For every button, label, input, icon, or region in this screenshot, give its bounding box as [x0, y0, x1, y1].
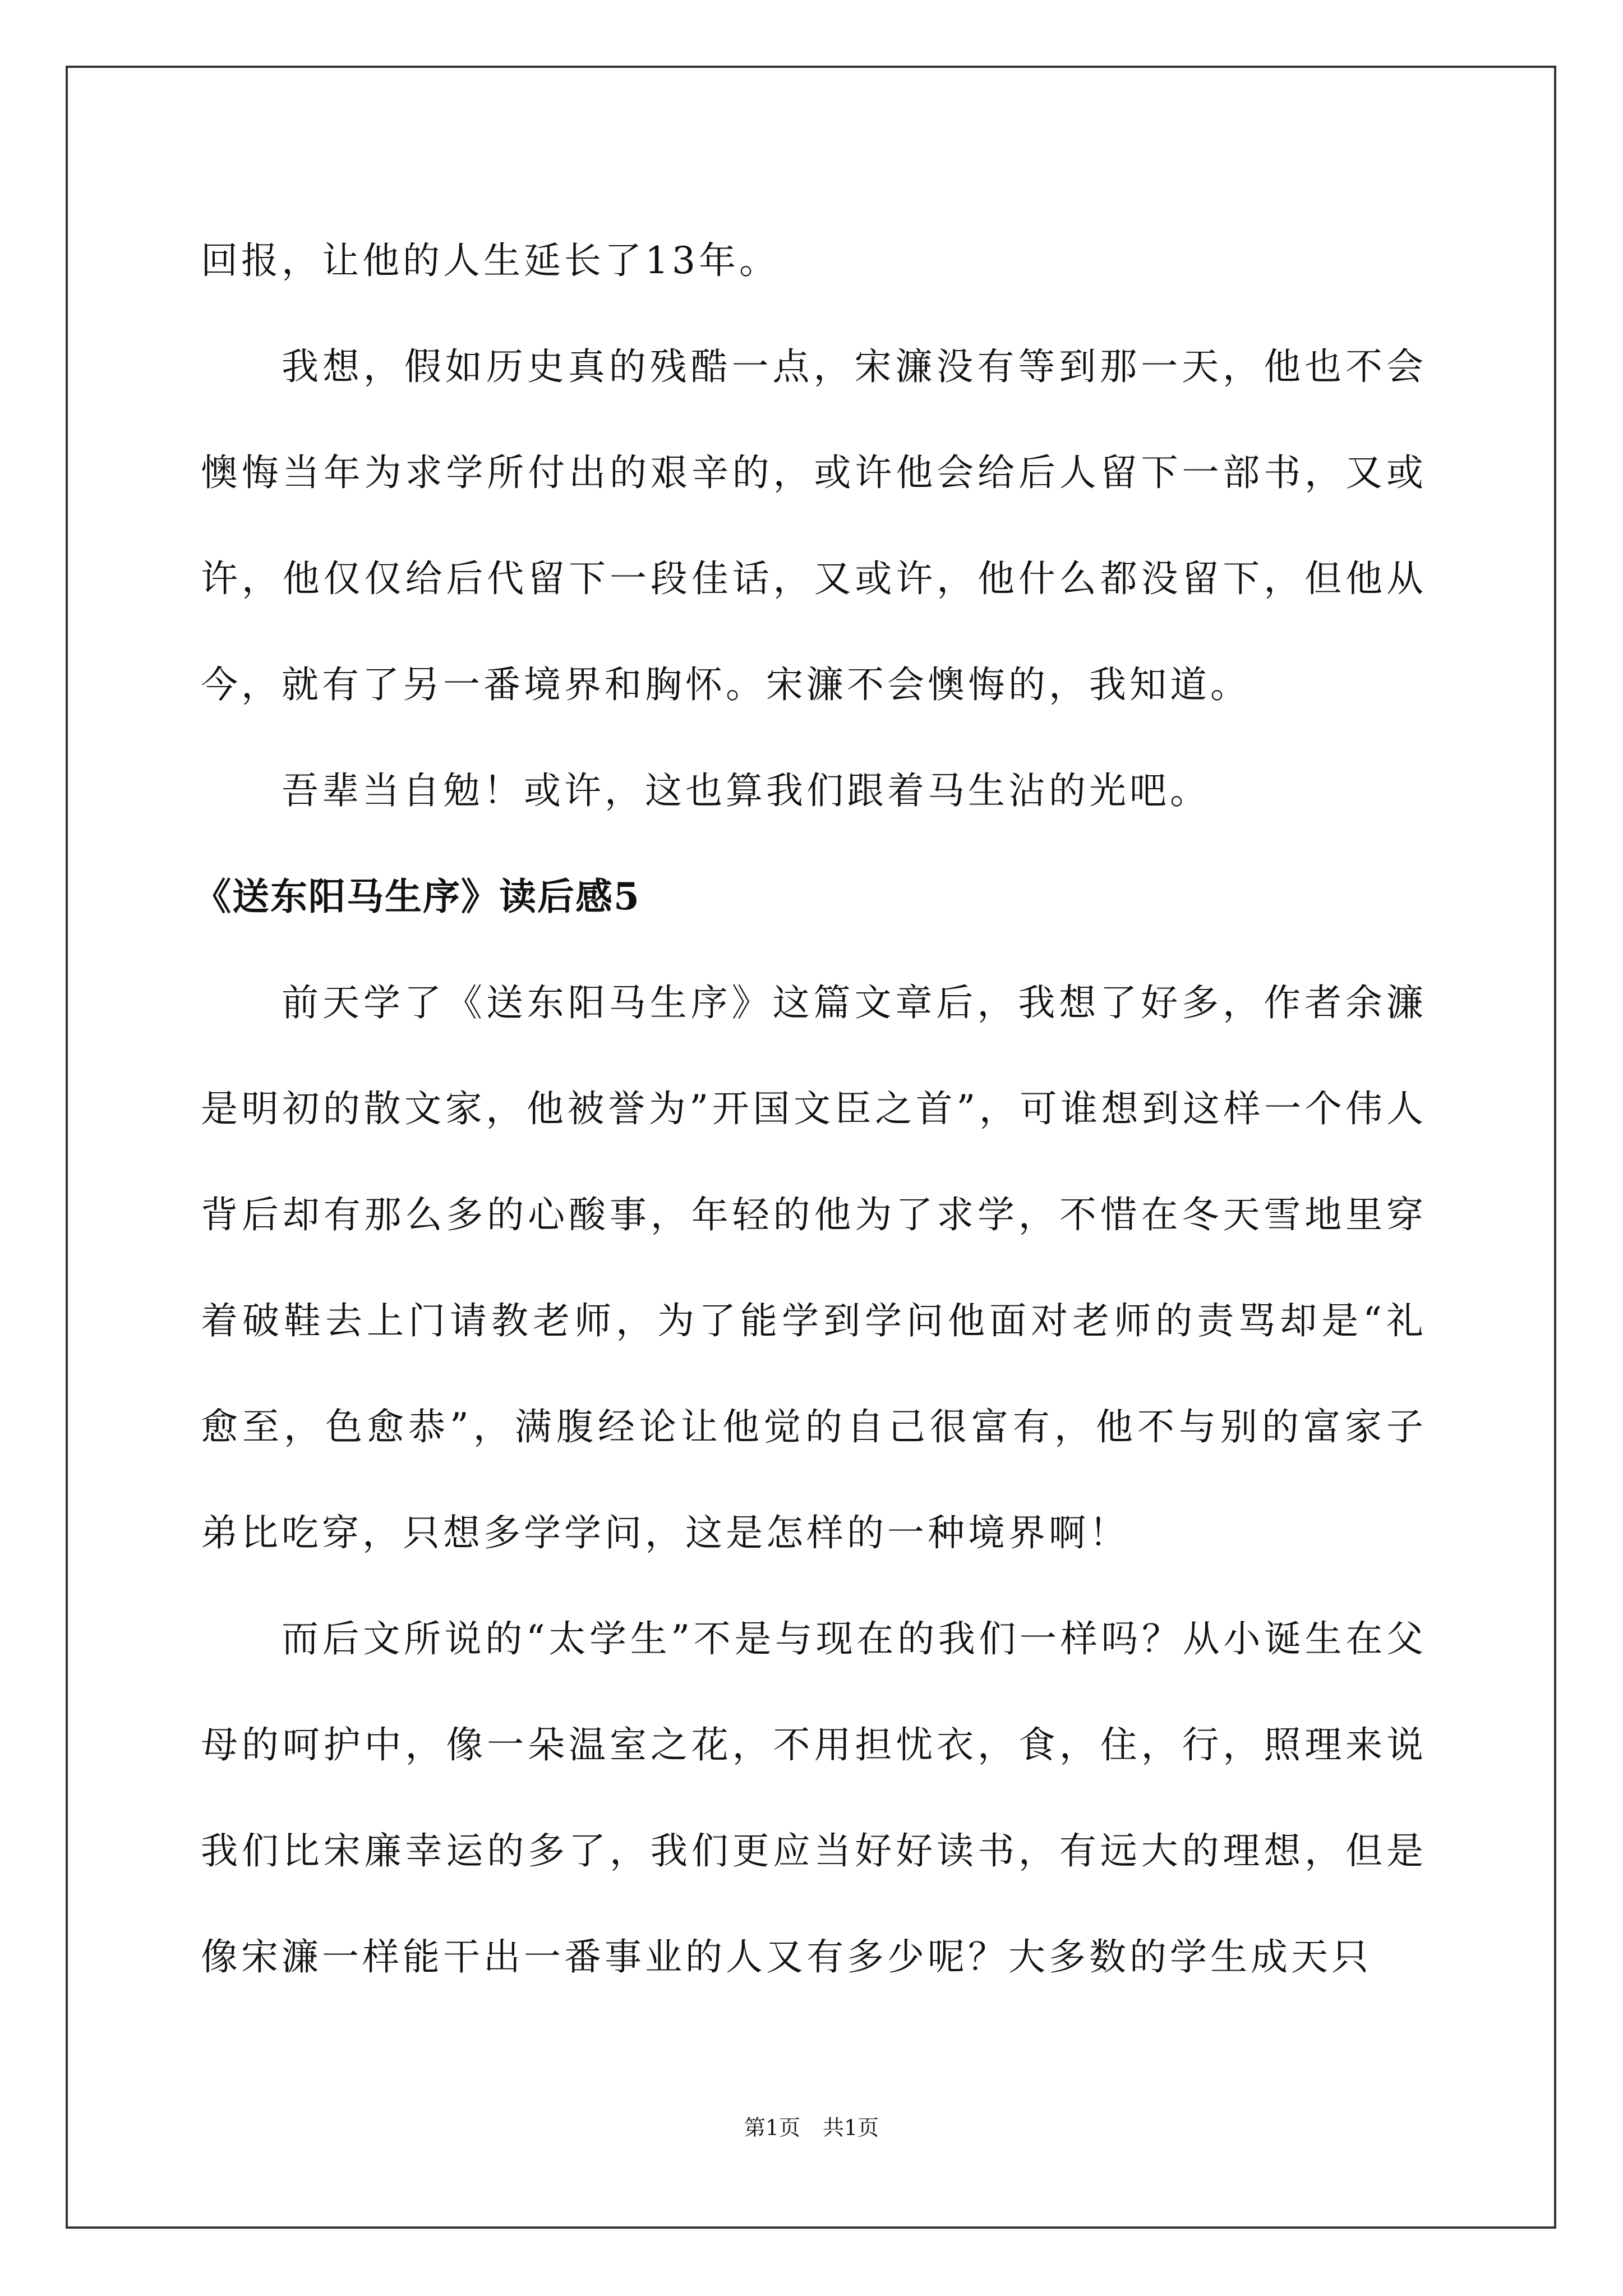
paragraph: 我想，假如历史真的残酷一点，宋濂没有等到那一天，他也不会懊悔当年为求学所付出的艰辛的，或许他会给后人留下一部书，又或许，他仅仅给后代留下一段佳话，又或许，他什么都没留下，但他从今，就有了另一番境界和胸怀。宋濂不会懊悔的，我知道。 [201, 345, 1427, 706]
paragraph: 回报，让他的人生延长了13年。 [201, 239, 780, 282]
page-number-total: 共1页 [823, 2115, 879, 2140]
paragraph: 吾辈当自勉！或许，这也算我们跟着马生沾的光吧。 [282, 769, 1210, 812]
section-heading: 《送东阳马生序》读后感5 [194, 875, 640, 918]
paragraph: 前天学了《送东阳马生序》这篇文章后，我想了好多，作者余濂是明初的散文家，他被誉为”开国文臣之首”，可谁想到这样一个伟人背后却有那么多的心酸事，年轻的他为了求学，不惜在冬天雪地里穿着破鞋去上门请教老师，为了能学到学问他面对老师的责骂却是“礼愈至，色愈恭”，满腹经论让他觉的自己很富有，他不与别的富家子弟比吃穿，只想多学学问，这是怎样的一种境界啊！ [201, 981, 1427, 1554]
page-footer [0, 2114, 1623, 2142]
paragraph: 而后文所说的“太学生”不是与现在的我们一样吗？从小诞生在父母的呵护中，像一朵温室之花，不用担忧衣，食，住，行，照理来说我们比宋廉幸运的多了，我们更应当好好读书，有远大的理想，但是像宋濂一样能干出一番事业的人又有多少呢？大多数的学生成天只 [201, 1617, 1427, 1978]
document-body [194, 208, 1427, 2010]
page-number-current: 第1页 [744, 2115, 800, 2140]
